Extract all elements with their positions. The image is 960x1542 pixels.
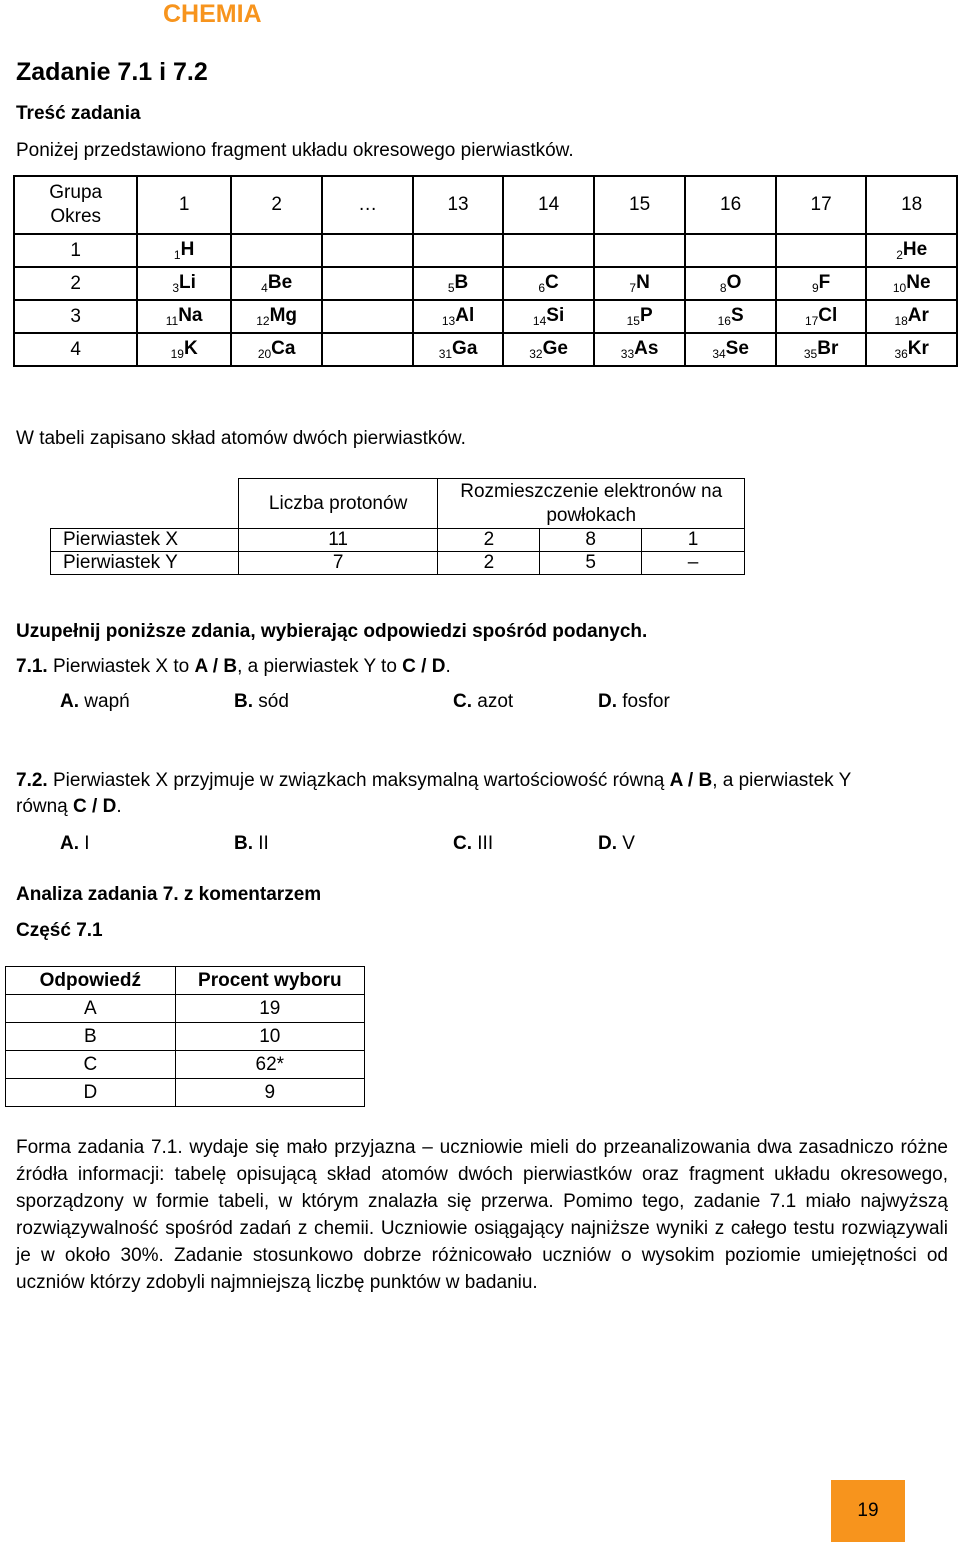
empty-corner: [51, 479, 239, 529]
analysis-comment: Forma zadania 7.1. wydaje się mało przyjazna – uczniowie mieli do przeanalizowania dwa zasadniczo różne źródła informacji: tabelę opisującą skład atomów dwóch pierwiastków oraz fragment układu okresowego, sporządzony w formie tabeli, w którym znalazła się przerwa. Pomimo tego, zadanie 7.1 miało najwyższą rozwiązywalność spośród zadań z chemii. Uczniowie osiągający najniższe wyniki z całego testu rozwiązywali je w około 30%. Zadanie stosunkowo dobrze różnicowało uczniów o wysokim poziomie umiejętności od uczniów którzy zdobyli najmniejszą liczbę punktów w badaniu.: [16, 1137, 948, 1293]
element-cell: [776, 267, 867, 300]
choice-ab: A / B: [669, 770, 713, 791]
atomic-number: 3: [172, 281, 180, 295]
empty-cell: [231, 234, 323, 267]
atomic-number: 31: [438, 347, 453, 361]
element-cell: [503, 333, 594, 366]
group-number: 1: [137, 176, 231, 234]
period-row: [14, 234, 957, 267]
answer-letter: B: [6, 1023, 176, 1051]
atomic-number: 19: [170, 347, 184, 361]
instruction: Uzupełnij poniższe zdania, wybierając odpowiedzi spośród podanych.: [16, 621, 648, 642]
element-cell: [866, 300, 957, 333]
element-cell: [413, 333, 504, 366]
element-cell: [413, 300, 504, 333]
option-letter: B.: [234, 691, 253, 712]
option-c: [453, 691, 513, 713]
element-symbol: S: [730, 305, 744, 326]
table-row: [51, 529, 745, 552]
element-symbol: B: [454, 272, 469, 293]
answer-percent: 10: [175, 1023, 364, 1051]
element-symbol: Br: [817, 338, 839, 359]
element-cell: [685, 333, 776, 366]
element-cell: [503, 267, 594, 300]
element-symbol: K: [183, 338, 198, 359]
element-symbol: P: [639, 305, 653, 326]
question-number: 7.1.: [16, 656, 48, 677]
element-cell: [137, 267, 231, 300]
element-symbol: C: [545, 272, 559, 293]
empty-cell: [594, 234, 686, 267]
option-text: I: [79, 833, 90, 854]
element-symbol: Al: [455, 305, 475, 326]
element-cell: [137, 300, 231, 333]
question-text: Pierwiastek X przyjmuje w związkach maksymalną wartościowość równą: [47, 770, 670, 791]
atomic-number: 1: [173, 248, 181, 262]
element-cell: [137, 333, 231, 366]
shell-value: 8: [540, 529, 642, 552]
shell-value: 2: [438, 529, 540, 552]
option-text: III: [472, 833, 494, 854]
answer-percent: 9: [175, 1079, 364, 1107]
option-text: wapń: [79, 691, 130, 712]
table-row: [6, 1079, 365, 1107]
empty-cell: [776, 234, 867, 267]
group-number: 15: [594, 176, 686, 234]
group-number: 17: [776, 176, 867, 234]
atomic-number: 7: [629, 281, 637, 295]
element-symbol: He: [902, 239, 928, 260]
option-d: [598, 833, 635, 855]
atomic-number: 14: [532, 314, 547, 328]
question-text: .: [116, 796, 122, 817]
atomic-number: 5: [447, 281, 455, 295]
analysis-part: Część 7.1: [16, 920, 103, 941]
atomic-number: 16: [717, 314, 731, 328]
choice-cd: C / D: [402, 656, 446, 677]
choice-cd: C / D: [73, 796, 117, 817]
element-symbol: N: [636, 272, 650, 293]
option-letter: B.: [234, 833, 253, 854]
subject-header: CHEMIA: [163, 0, 262, 28]
option-text: II: [253, 833, 269, 854]
group-number: 16: [685, 176, 776, 234]
period-number: 3: [14, 300, 137, 333]
corner-cell: [14, 176, 137, 234]
option-c: [453, 833, 493, 855]
shell-value: –: [642, 552, 745, 575]
empty-cell: [413, 234, 504, 267]
shell-value: 5: [540, 552, 642, 575]
answer-percent: 62*: [175, 1051, 364, 1079]
element-cell: [594, 300, 686, 333]
atomic-number: 9: [811, 281, 819, 295]
period-row: [14, 333, 957, 366]
element-symbol: Be: [267, 272, 293, 293]
table-row: [51, 552, 745, 575]
element-symbol: Li: [179, 272, 196, 293]
element-cell: [776, 300, 867, 333]
periodic-table: [13, 175, 958, 367]
option-letter: D.: [598, 691, 617, 712]
atomic-number: 20: [257, 347, 272, 361]
period-row: [14, 267, 957, 300]
option-letter: A.: [60, 691, 79, 712]
group-number: 13: [413, 176, 504, 234]
composition-intro: W tabeli zapisano skład atomów dwóch pierwiastków.: [16, 428, 466, 449]
element-cell: [594, 333, 686, 366]
element-cell: [866, 267, 957, 300]
intro-text: Poniżej przedstawiono fragment układu okresowego pierwiastków.: [16, 140, 574, 161]
atomic-number: 2: [896, 248, 903, 262]
atomic-number: 33: [620, 347, 635, 361]
element-symbol: Ga: [452, 338, 478, 359]
option-text: sód: [253, 691, 289, 712]
answer-percent: 19: [175, 995, 364, 1023]
col-answer-header: Odpowiedź: [6, 967, 176, 995]
element-symbol: Ar: [907, 305, 929, 326]
table-row: [6, 1023, 365, 1051]
empty-cell: [322, 234, 412, 267]
element-cell: [137, 234, 231, 267]
element-symbol: Kr: [907, 338, 929, 359]
element-symbol: As: [634, 338, 659, 359]
element-symbol: F: [818, 272, 831, 293]
composition-table: [50, 478, 745, 575]
element-symbol: Cl: [818, 305, 838, 326]
option-text: fosfor: [617, 691, 670, 712]
analysis-title: Analiza zadania 7. z komentarzem: [16, 884, 322, 905]
group-number: 18: [866, 176, 957, 234]
page-number-badge: [831, 1480, 905, 1542]
element-cell: [685, 267, 776, 300]
page-number: 19: [857, 1500, 879, 1521]
proton-count: 7: [238, 552, 438, 575]
answer-letter: C: [6, 1051, 176, 1079]
element-symbol: O: [726, 272, 742, 293]
question-text: Pierwiastek X to: [47, 656, 195, 677]
group-number: 2: [231, 176, 323, 234]
question-text: , a pierwiastek Y: [712, 770, 852, 791]
element-cell: [866, 333, 957, 366]
proton-count: 11: [238, 529, 438, 552]
option-letter: C.: [453, 691, 472, 712]
empty-cell: [322, 267, 412, 300]
element-cell: [231, 333, 323, 366]
atomic-number: 10: [892, 281, 907, 295]
option-a: [60, 833, 90, 855]
element-name: Pierwiastek X: [51, 529, 239, 552]
element-symbol: Se: [725, 338, 749, 359]
period-number: 2: [14, 267, 137, 300]
element-symbol: Si: [546, 305, 565, 326]
corner-group-label: Grupa: [49, 182, 103, 203]
option-b: [234, 833, 269, 855]
shell-value: 2: [438, 552, 540, 575]
atomic-number: 35: [803, 347, 818, 361]
empty-cell: [322, 300, 412, 333]
shell-value: 1: [642, 529, 745, 552]
element-cell: [503, 300, 594, 333]
atomic-number: 32: [529, 347, 543, 361]
element-cell: [231, 300, 323, 333]
atomic-number: 17: [804, 314, 819, 328]
atomic-number: 6: [538, 281, 546, 295]
option-letter: C.: [453, 833, 472, 854]
section-label: Treść zadania: [16, 103, 141, 124]
option-text: azot: [472, 691, 514, 712]
protons-header: Liczba protonów: [238, 479, 438, 529]
element-cell: [866, 234, 957, 267]
element-cell: [776, 333, 867, 366]
atomic-number: 12: [256, 314, 270, 328]
element-cell: [685, 300, 776, 333]
question-7-2: [16, 768, 946, 820]
question-text: , a pierwiastek Y to: [237, 656, 403, 677]
question-text: .: [445, 656, 451, 677]
period-number: 1: [14, 234, 137, 267]
question-text: równą: [16, 796, 74, 817]
choice-ab: A / B: [194, 656, 238, 677]
option-letter: D.: [598, 833, 617, 854]
task-title: Zadanie 7.1 i 7.2: [16, 58, 208, 86]
atomic-number: 8: [719, 281, 727, 295]
option-a: [60, 691, 130, 713]
atomic-number: 4: [261, 281, 268, 295]
empty-cell: [322, 333, 412, 366]
element-cell: [594, 267, 686, 300]
period-row: [14, 300, 957, 333]
atomic-number: 13: [441, 314, 456, 328]
shells-header: Rozmieszczenie elektronów na powłokach: [438, 479, 745, 529]
element-symbol: H: [180, 239, 195, 260]
element-symbol: Ca: [271, 338, 296, 359]
corner-period-label: Okres: [50, 206, 102, 227]
option-b: [234, 691, 289, 713]
element-symbol: Mg: [269, 305, 298, 326]
answer-letter: A: [6, 995, 176, 1023]
option-letter: A.: [60, 833, 79, 854]
empty-cell: [503, 234, 594, 267]
period-number: 4: [14, 333, 137, 366]
option-d: [598, 691, 670, 713]
atomic-number: 11: [165, 314, 179, 328]
element-symbol: Na: [178, 305, 203, 326]
element-cell: [231, 267, 323, 300]
element-symbol: Ge: [542, 338, 568, 359]
question-number: 7.2.: [16, 770, 48, 791]
table-row: [6, 1051, 365, 1079]
atomic-number: 36: [894, 347, 908, 361]
group-number: …: [322, 176, 412, 234]
atomic-number: 18: [894, 314, 908, 328]
table-row: [6, 995, 365, 1023]
group-number: 14: [503, 176, 594, 234]
question-7-1: [16, 656, 451, 678]
answer-letter: D: [6, 1079, 176, 1107]
group-header-row: [14, 176, 957, 234]
option-text: V: [617, 833, 635, 854]
empty-cell: [685, 234, 776, 267]
element-symbol: Ne: [906, 272, 931, 293]
atomic-number: 34: [712, 347, 726, 361]
col-percent-header: Procent wyboru: [175, 967, 364, 995]
element-name: Pierwiastek Y: [51, 552, 239, 575]
element-cell: [413, 267, 504, 300]
atomic-number: 15: [626, 314, 640, 328]
answer-table: [5, 966, 365, 1107]
